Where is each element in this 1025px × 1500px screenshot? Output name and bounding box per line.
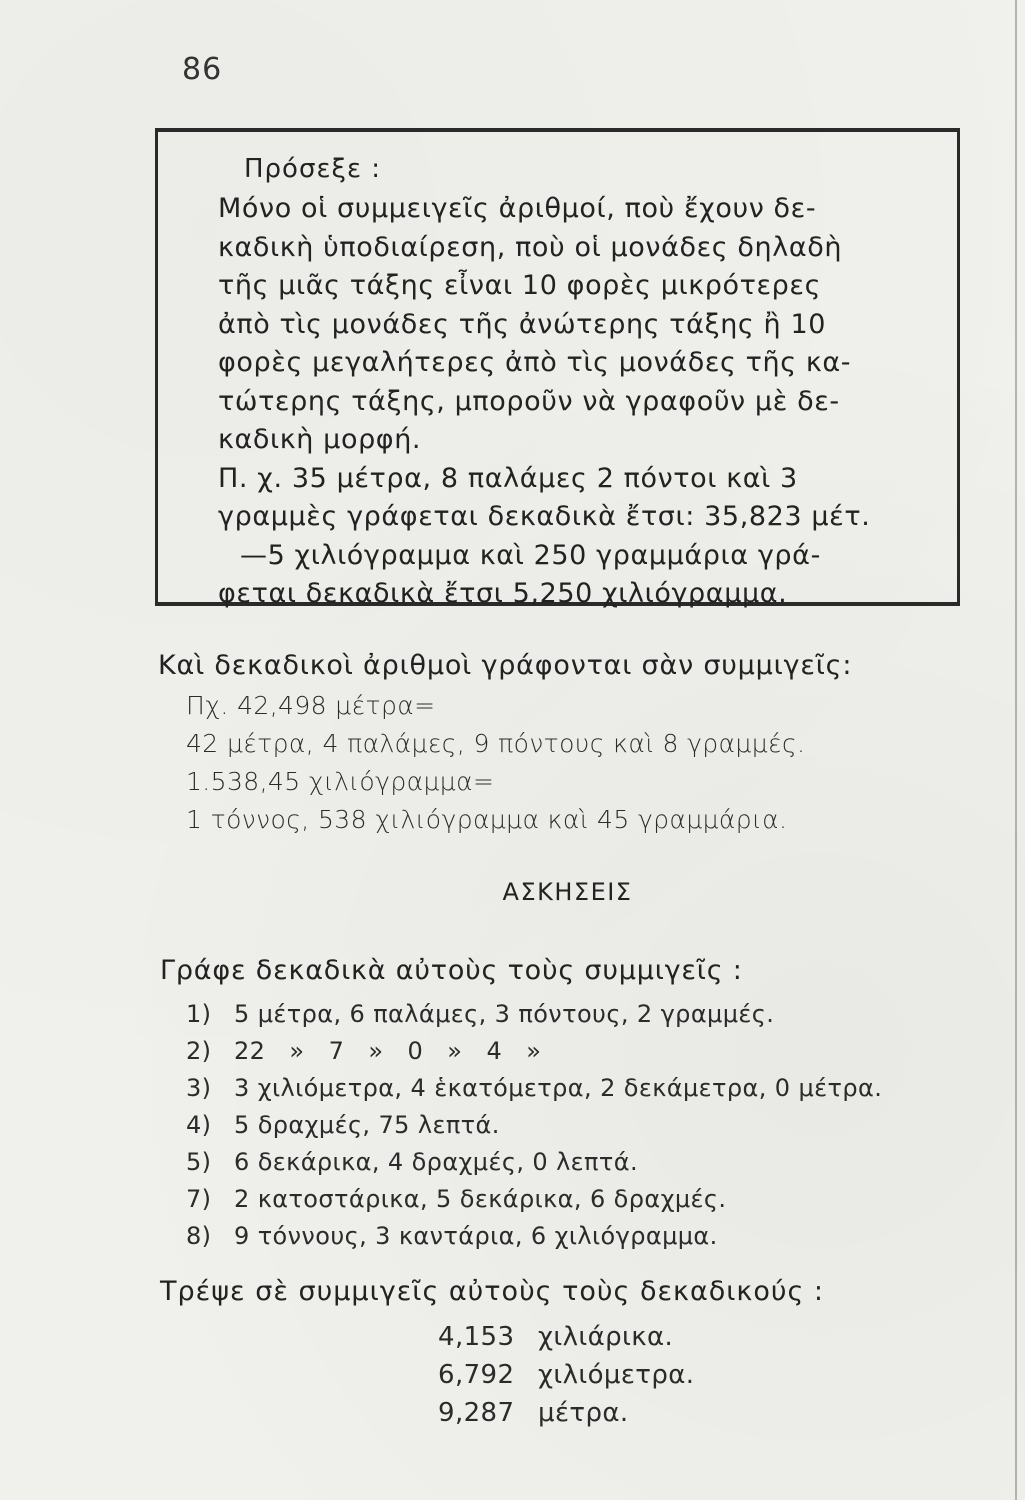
item-number: 5) — [186, 1148, 212, 1176]
examples-block — [186, 687, 988, 839]
page-number: 86 — [182, 52, 223, 87]
item-text: 5 μέτρα, 6 παλάμες, 3 πόντους, 2 γραμμές. — [234, 1000, 775, 1028]
decimal-to-mixed-section — [158, 650, 988, 839]
exercises-heading — [0, 878, 1025, 906]
list-item — [438, 1394, 694, 1432]
item-text: 22 » 7 » 0 » 4 » — [234, 1037, 542, 1065]
notice-line: —5 χιλιόγραμμα καὶ 250 γραμμάρια γρά- — [240, 539, 821, 571]
notice-line: φεται δεκαδικὰ ἔτσι 5,250 χιλιόγραμμα. — [218, 578, 788, 609]
list-item — [186, 1107, 882, 1144]
conversion-unit: χιλιόμετρα. — [538, 1360, 695, 1390]
exercise-instruction-2: Τρέψε σὲ συμμιγεῖς αὐτοὺς τοὺς δεκαδικούς : — [160, 1276, 824, 1307]
conversion-value: 9,287 — [438, 1398, 515, 1428]
notice-line: τώτερης τάξης, μποροῦν νὰ γραφοῦν μὲ δε- — [218, 385, 840, 417]
list-item — [186, 1144, 882, 1181]
conversion-value: 6,792 — [438, 1360, 515, 1390]
item-text: 5 δραχμές, 75 λεπτά. — [234, 1111, 500, 1139]
notice-body — [218, 190, 938, 614]
item-number: 3) — [186, 1074, 212, 1102]
list-item — [186, 996, 882, 1033]
section-intro: Καὶ δεκαδικοὶ ἀριθμοὶ γράφονται σὰν συμμιγεῖς: — [158, 650, 853, 681]
item-number: 1) — [186, 1000, 212, 1028]
notice-line: γραμμὲς γράφεται δεκαδικὰ ἔτσι: 35,823 μέτ. — [218, 501, 871, 532]
conversion-unit: μέτρα. — [538, 1398, 629, 1428]
list-item — [186, 1181, 882, 1218]
list-item — [186, 1070, 882, 1107]
example-line: 42 μέτρα, 4 παλάμες, 9 πόντους καὶ 8 γραμμές. — [186, 729, 806, 758]
conversion-list — [438, 1318, 694, 1432]
notice-line: τῆς μιᾶς τάξης εἶναι 10 φορὲς μικρότερες — [218, 270, 822, 301]
list-item — [186, 1218, 882, 1255]
notice-line: φορὲς μεγαλήτερες ἀπὸ τὶς μονάδες τῆς κα- — [218, 347, 852, 378]
exercise-list — [186, 996, 882, 1255]
exercises-heading-text: ΑΣΚΗΣΕΙΣ — [502, 878, 633, 906]
example-line: 1 τόννος, 538 χιλιόγραμμα καὶ 45 γραμμάρια. — [186, 805, 788, 834]
item-text: 2 κατοστάρικα, 5 δεκάρικα, 6 δραχμές. — [234, 1185, 727, 1213]
notice-line: ἀπὸ τὶς μονάδες τῆς ἀνώτερης τάξης ἢ 10 — [218, 308, 827, 340]
item-number: 2) — [186, 1037, 212, 1065]
notice-title: Πρόσεξε : — [244, 154, 382, 184]
conversion-unit: χιλιάρικα. — [538, 1322, 674, 1352]
notice-box — [155, 128, 960, 609]
item-number: 8) — [186, 1222, 212, 1250]
example-line: 1.538,45 χιλιόγραμμα= — [186, 767, 495, 796]
exercise-instruction-1: Γράφε δεκαδικὰ αὐτοὺς τοὺς συμμιγεῖς : — [160, 955, 743, 986]
item-text: 6 δεκάρικα, 4 δραχμές, 0 λεπτά. — [234, 1148, 639, 1176]
list-item — [438, 1356, 694, 1394]
notice-line: Μόνο οἱ συμμειγεῖς ἀριθμοί, ποὺ ἔχουν δε- — [218, 193, 817, 224]
item-number: 4) — [186, 1111, 212, 1139]
notice-line: καδικὴ μορφή. — [218, 424, 422, 455]
item-number: 7) — [186, 1185, 212, 1213]
example-line: Πχ. 42,498 μέτρα= — [186, 691, 436, 720]
list-item — [438, 1318, 694, 1356]
list-item — [186, 1033, 882, 1070]
conversion-value: 4,153 — [438, 1322, 515, 1352]
notice-line: Π. χ. 35 μέτρα, 8 παλάμες 2 πόντοι καὶ 3 — [218, 462, 798, 494]
item-text: 9 τόννους, 3 καντάρια, 6 χιλιόγραμμα. — [234, 1222, 718, 1250]
notice-line: καδικὴ ὑποδιαίρεση, ποὺ οἱ μονάδες δηλαδὴ — [218, 231, 843, 263]
page-edge-shadow — [1015, 0, 1017, 1500]
item-text: 3 χιλιόμετρα, 4 ἑκατόμετρα, 2 δεκάμετρα, 0 μέτρα. — [234, 1074, 883, 1102]
